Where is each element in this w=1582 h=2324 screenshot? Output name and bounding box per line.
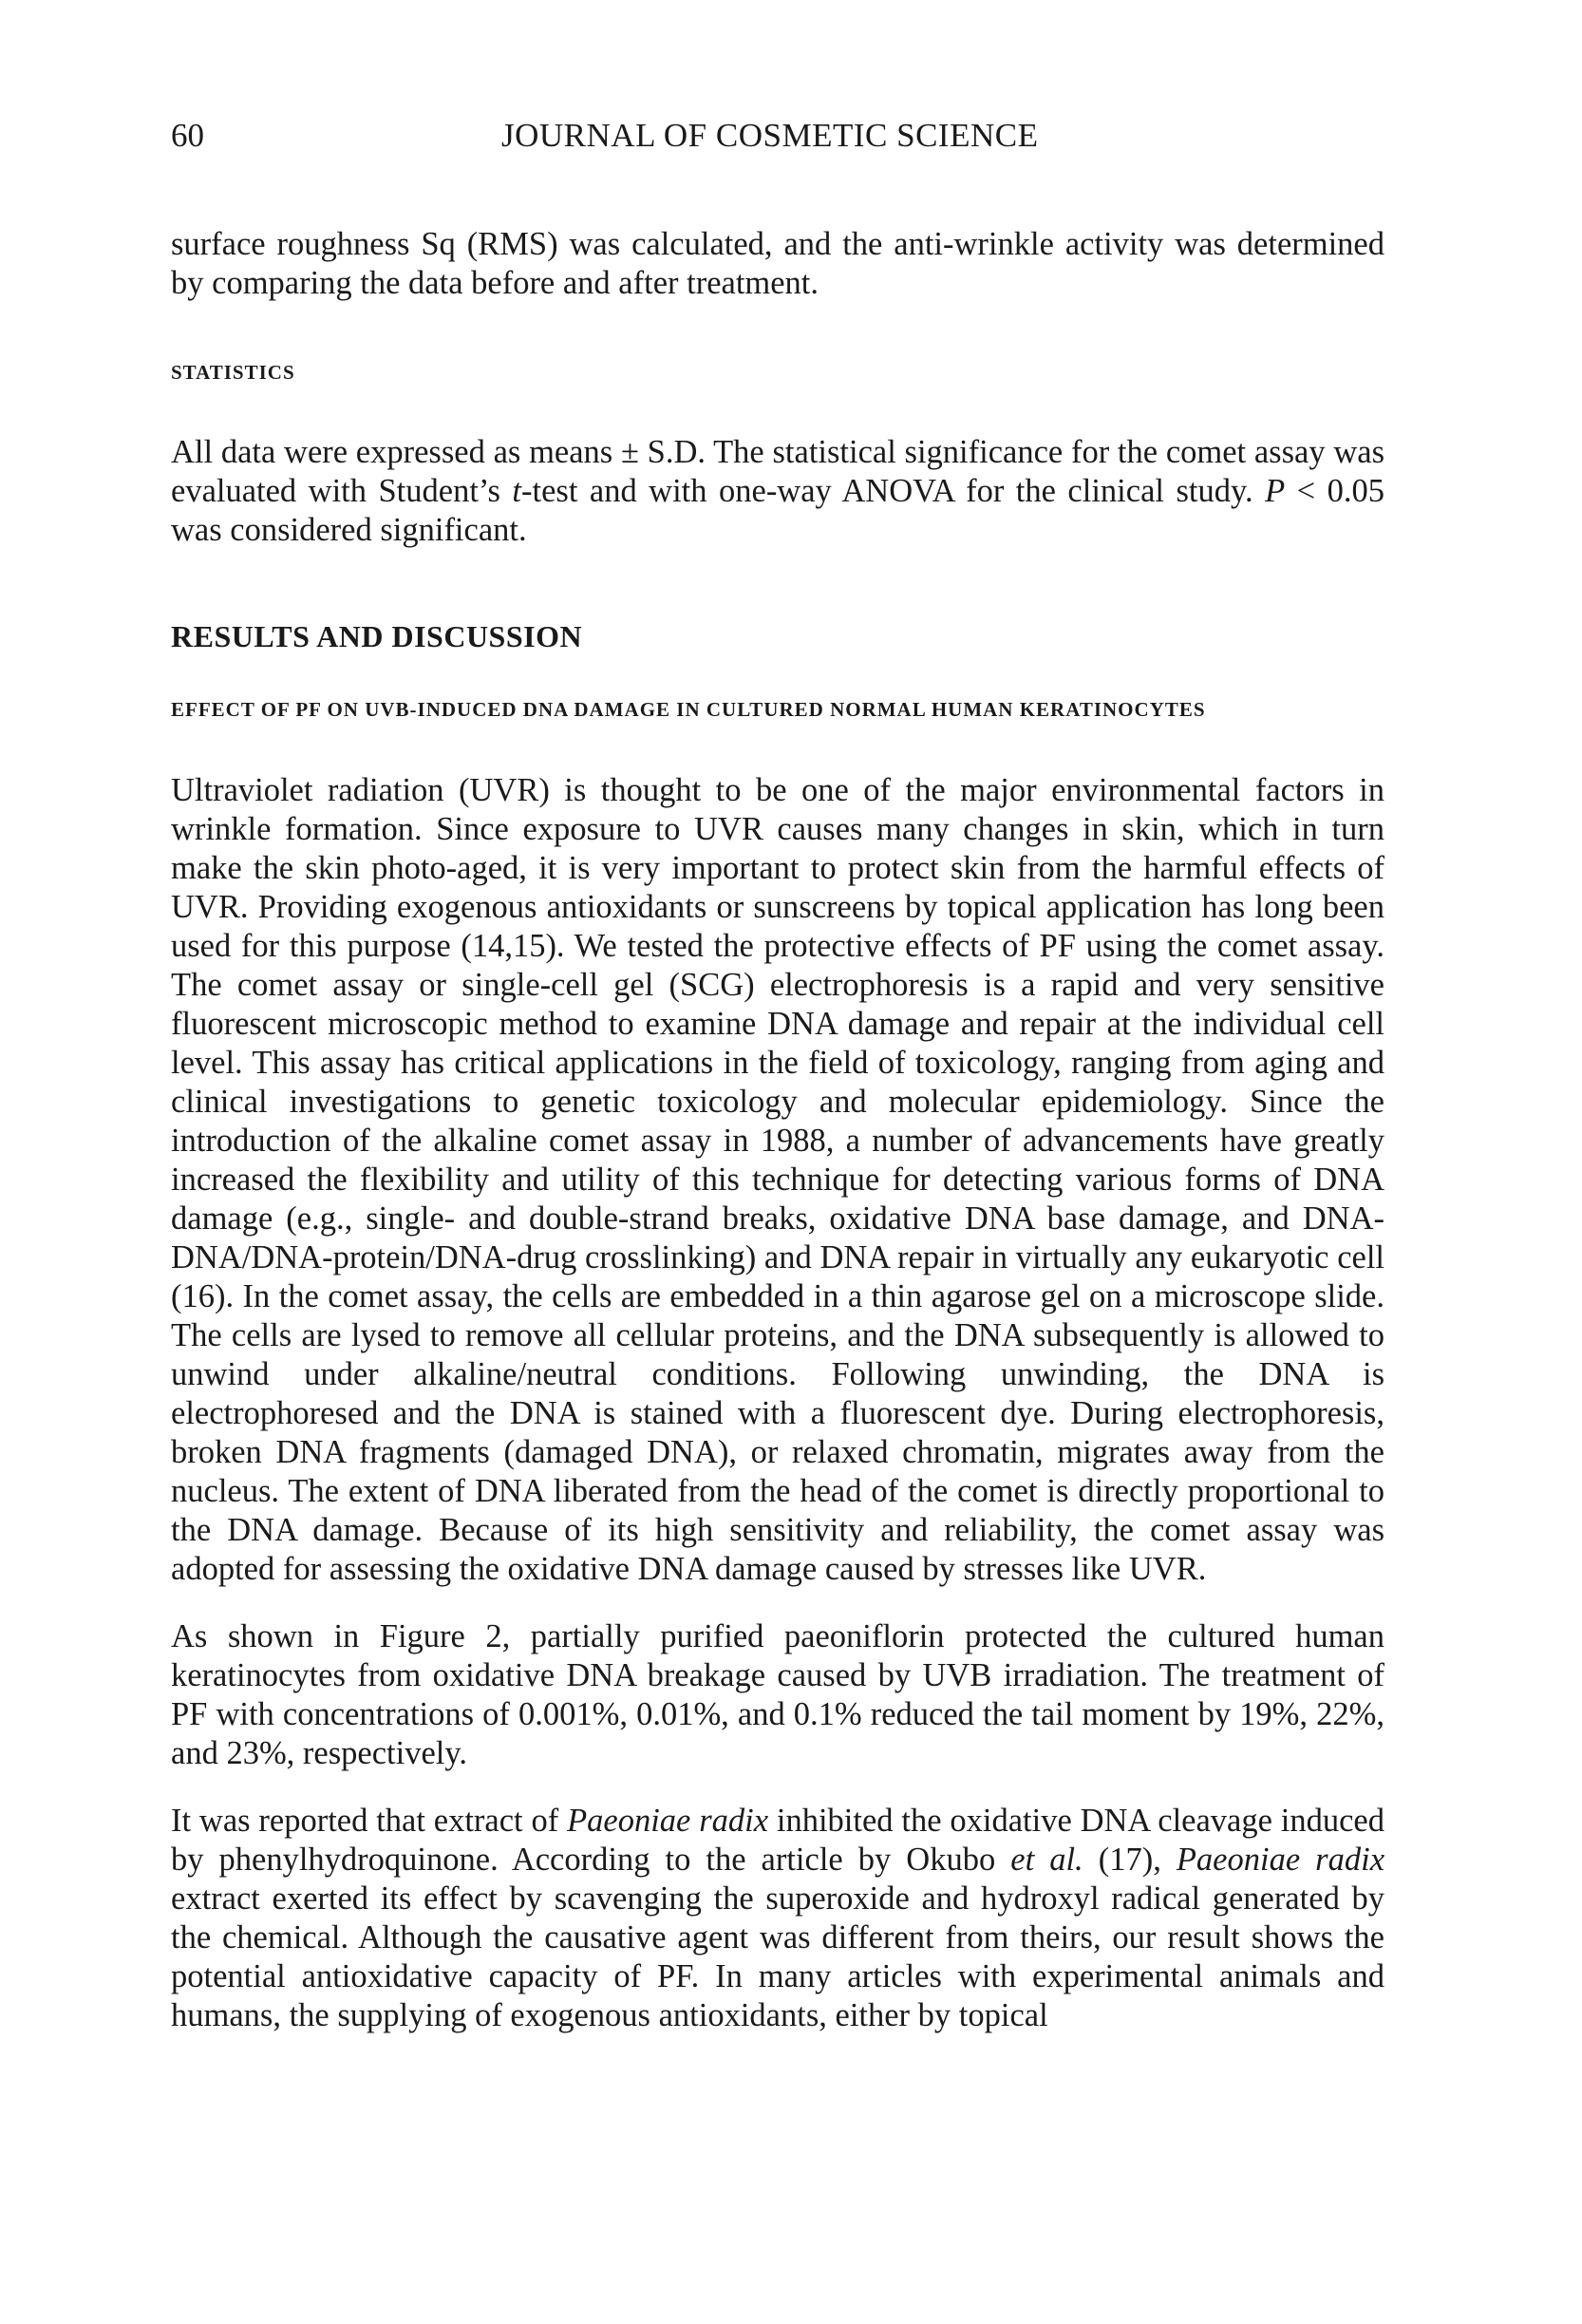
- p-symbol: P: [1265, 473, 1286, 509]
- radix-text: inhibited the oxidative DNA cleavage induced by phenylhydroquinone. According to the article by Okubo: [171, 1803, 1384, 1878]
- radix-text: It was reported that extract of: [171, 1803, 568, 1839]
- paeoniae-radix-paragraph: [171, 1802, 1384, 2035]
- effect-subheading: EFFECT OF PF ON UVB-INDUCED DNA DAMAGE IN CULTURED NORMAL HUMAN KERATINOCYTES: [171, 698, 1206, 721]
- radix-text: (17),: [1083, 1842, 1177, 1878]
- statistics-text: All data were expressed as means ± S.D. The statistical significance for the comet assay was evaluated with Student’s: [171, 434, 1384, 509]
- t-symbol: t: [512, 473, 521, 509]
- journal-page: [171, 112, 1384, 2035]
- journal-title: JOURNAL OF COSMETIC SCIENCE: [501, 117, 1039, 154]
- statistics-paragraph: [171, 433, 1384, 550]
- uv-paragraph: Ultraviolet radiation (UVR) is thought to be one of the major environmental factors in wrinkle formation. Since exposure to UVR causes many changes in skin, which in turn make the skin photo-aged, it is very important to protect skin from the harmful effects of UVR. Providing exogenous antioxidants or sunscreens by topical application has long been used for this purpose (14,15). We tested the protective effects of PF using the comet assay. The comet assay or single-cell gel (SCG) electrophoresis is a rapid and very sensitive fluorescent microscopic method to examine DNA damage and repair at the individual cell level. This assay has critical applications in the field of toxicology, ranging from aging and clinical investigations to genetic toxicology and molecular epidemiology. Since the introduction of the alkaline comet assay in 1988, a number of advancements have greatly increased the flexibility and utility of this technique for detecting various forms of DNA damage (e.g., single- and double-strand breaks, oxidative DNA base damage, and DNA-DNA/DNA-protein/DNA-drug crosslinking) and DNA repair in virtually any eukaryotic cell (16). In the comet assay, the cells are embedded in a thin agarose gel on a microscope slide. The cells are lysed to remove all cellular proteins, and the DNA subsequently is allowed to unwind under alkaline/neutral conditions. Following unwinding, the DNA is electrophoresed and the DNA is stained with a fluorescent dye. During electrophoresis, broken DNA fragments (damaged DNA), or relaxed chromatin, migrates away from the nucleus. The extent of DNA liberated from the head of the comet is directly proportional to the DNA damage. Because of its high sensitivity and reliability, the comet assay was adopted for assessing the oxidative DNA damage caused by stresses like UVR.: [171, 772, 1384, 1587]
- page-number: 60: [171, 117, 204, 154]
- statistics-text: < 0.05 was considered significant.: [171, 473, 1384, 548]
- figure2-paragraph: As shown in Figure 2, partially purified paeoniflorin protected the cultured human keratinocytes from oxidative DNA breakage caused by UVB irradiation. The treatment of PF with concentrations of 0.001%, 0.01%, and 0.1% reduced the tail moment by 19%, 22%, and 23%, respectively.: [171, 1618, 1384, 1771]
- statistics-heading: STATISTICS: [171, 361, 295, 384]
- results-heading: RESULTS AND DISCUSSION: [171, 619, 583, 653]
- species-name: Paeoniae radix: [1176, 1842, 1385, 1878]
- running-head: [171, 112, 1384, 160]
- continuation-paragraph: surface roughness Sq (RMS) was calculated, and the anti-wrinkle activity was determined by comparing the data before and after treatment.: [171, 226, 1384, 301]
- et-al: et al.: [1010, 1842, 1083, 1878]
- species-name: Paeoniae radix: [567, 1803, 769, 1839]
- statistics-text: -test and with one-way ANOVA for the clinical study.: [521, 473, 1266, 509]
- radix-text: extract exerted its effect by scavenging the superoxide and hydroxyl radical generated by the chemical. Although the causative agent was different from theirs, our result shows the potential antioxidative capacity of PF. In many articles with experimental animals and humans, the supplying of exogenous antioxidants, either by topical: [171, 1880, 1384, 2033]
